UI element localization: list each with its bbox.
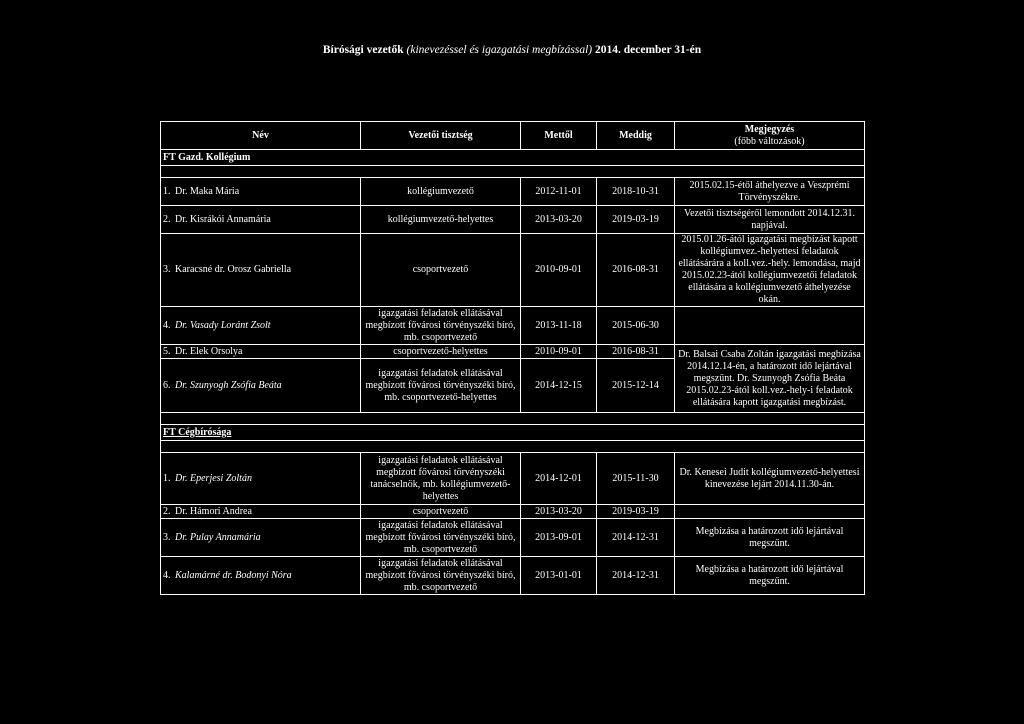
note-cell: Dr. Kenesei Judit kollégiumvezető-helyettesi kinevezése lejárt 2014.11.30-án. [675, 453, 865, 505]
position-cell: igazgatási feladatok ellátásával megbízott fővárosi törvényszéki bíró, mb. csoportvezető [361, 519, 521, 557]
header-row [161, 122, 865, 150]
from-cell: 2013-03-20 [521, 206, 597, 234]
title-paren: (kinevezéssel és igazgatási megbízással) [406, 44, 593, 56]
to-cell: 2014-12-31 [597, 519, 675, 557]
to-cell: 2018-10-31 [597, 178, 675, 206]
note-cell [675, 307, 865, 345]
section-title: FT Cégbírósága [161, 425, 865, 441]
name-cell: 3. Karacsné dr. Orosz Gabriella [161, 234, 361, 307]
table-row [161, 557, 865, 595]
from-cell: 2010-09-01 [521, 345, 597, 359]
position-cell: kollégiumvezető [361, 178, 521, 206]
to-cell: 2016-08-31 [597, 345, 675, 359]
position-cell: igazgatási feladatok ellátásával megbízott fővárosi törvényszéki bíró, mb. csoportvezető [361, 307, 521, 345]
position-cell: igazgatási feladatok ellátásával megbízott fővárosi törvényszéki bíró, mb. csoportvezető [361, 557, 521, 595]
col-header-from: Mettől [521, 122, 597, 150]
position-cell: igazgatási feladatok ellátásával megbízott fővárosi törvényszéki bíró, mb. csoportvezető-helyettes [361, 359, 521, 413]
from-cell: 2010-09-01 [521, 234, 597, 307]
from-cell: 2013-01-01 [521, 557, 597, 595]
col-header-position: Vezetői tisztség [361, 122, 521, 150]
from-cell: 2013-09-01 [521, 519, 597, 557]
col-header-name: Név [161, 122, 361, 150]
table-row [161, 307, 865, 345]
note-cell: Dr. Balsai Csaba Zoltán igazgatási megbízása 2014.12.14-én, a határozott idő lejártával megszűnt. Dr. Szunyogh Zsófia Beáta 2015.02.23-ától koll.vez.-hely-i feladatok ellátására kapott igazgatási megbízást. [675, 345, 865, 413]
section-row [161, 150, 865, 166]
note-cell: Megbízása a határozott idő lejártával megszűnt. [675, 519, 865, 557]
table-row [161, 178, 865, 206]
section-title: FT Gazd. Kollégium [161, 150, 865, 166]
to-cell: 2016-08-31 [597, 234, 675, 307]
name-cell: 4. Kalamárné dr. Bodonyi Nóra [161, 557, 361, 595]
to-cell: 2015-12-14 [597, 359, 675, 413]
from-cell: 2014-12-01 [521, 453, 597, 505]
table-row [161, 345, 865, 359]
note-cell: 2015.02.15-étől áthelyezve a Veszprémi Törvényszékre. [675, 178, 865, 206]
title-prefix: Bírósági vezetők [322, 44, 404, 56]
from-cell: 2013-03-20 [521, 505, 597, 519]
position-cell: igazgatási feladatok ellátásával megbízott fővárosi törvényszéki tanácselnök, mb. kollégiumvezető-helyettes [361, 453, 521, 505]
position-cell: kollégiumvezető-helyettes [361, 206, 521, 234]
note-cell: Vezetői tisztségéről lemondott 2014.12.31. napjával. [675, 206, 865, 234]
col-header-to: Meddig [597, 122, 675, 150]
name-cell: 6. Dr. Szunyogh Zsófia Beáta [161, 359, 361, 413]
note-cell: Megbízása a határozott idő lejártával megszűnt. [675, 557, 865, 595]
name-cell: 5. Dr. Elek Orsolya [161, 345, 361, 359]
name-cell: 1. Dr. Eperjesi Zoltán [161, 453, 361, 505]
col-header-note: Megjegyzés (főbb változások) [675, 122, 865, 150]
note-cell: 2015.01.26-ától igazgatási megbízást kapott kollégiumvez.-helyettesi feladatok ellátásárára a koll.vez.-hely. lemondása, majd 2015.02.23-ától kollégiumvezetői feladatok ellátására a kollégiumvezető áthelyezése okán. [675, 234, 865, 307]
position-cell: csoportvezető-helyettes [361, 345, 521, 359]
name-cell: 2. Dr. Kisrákói Annamária [161, 206, 361, 234]
title-suffix: 2014. december 31-én [595, 44, 702, 56]
section-row [161, 425, 865, 441]
to-cell: 2015-11-30 [597, 453, 675, 505]
note-cell [675, 505, 865, 519]
leaders-table [160, 121, 865, 595]
table-row [161, 453, 865, 505]
to-cell: 2019-03-19 [597, 505, 675, 519]
table-row [161, 206, 865, 234]
position-cell: csoportvezető [361, 505, 521, 519]
name-cell: 1. Dr. Maka Mária [161, 178, 361, 206]
from-cell: 2012-11-01 [521, 178, 597, 206]
name-cell: 4. Dr. Vasady Loránt Zsolt [161, 307, 361, 345]
name-cell: 2. Dr. Hámori Andrea [161, 505, 361, 519]
table-row [161, 234, 865, 307]
table-row [161, 505, 865, 519]
to-cell: 2015-06-30 [597, 307, 675, 345]
from-cell: 2013-11-18 [521, 307, 597, 345]
to-cell: 2014-12-31 [597, 557, 675, 595]
page-title [0, 44, 1024, 56]
table-row [161, 519, 865, 557]
name-cell: 3. Dr. Pulay Annamária [161, 519, 361, 557]
from-cell: 2014-12-15 [521, 359, 597, 413]
position-cell: csoportvezető [361, 234, 521, 307]
to-cell: 2019-03-19 [597, 206, 675, 234]
